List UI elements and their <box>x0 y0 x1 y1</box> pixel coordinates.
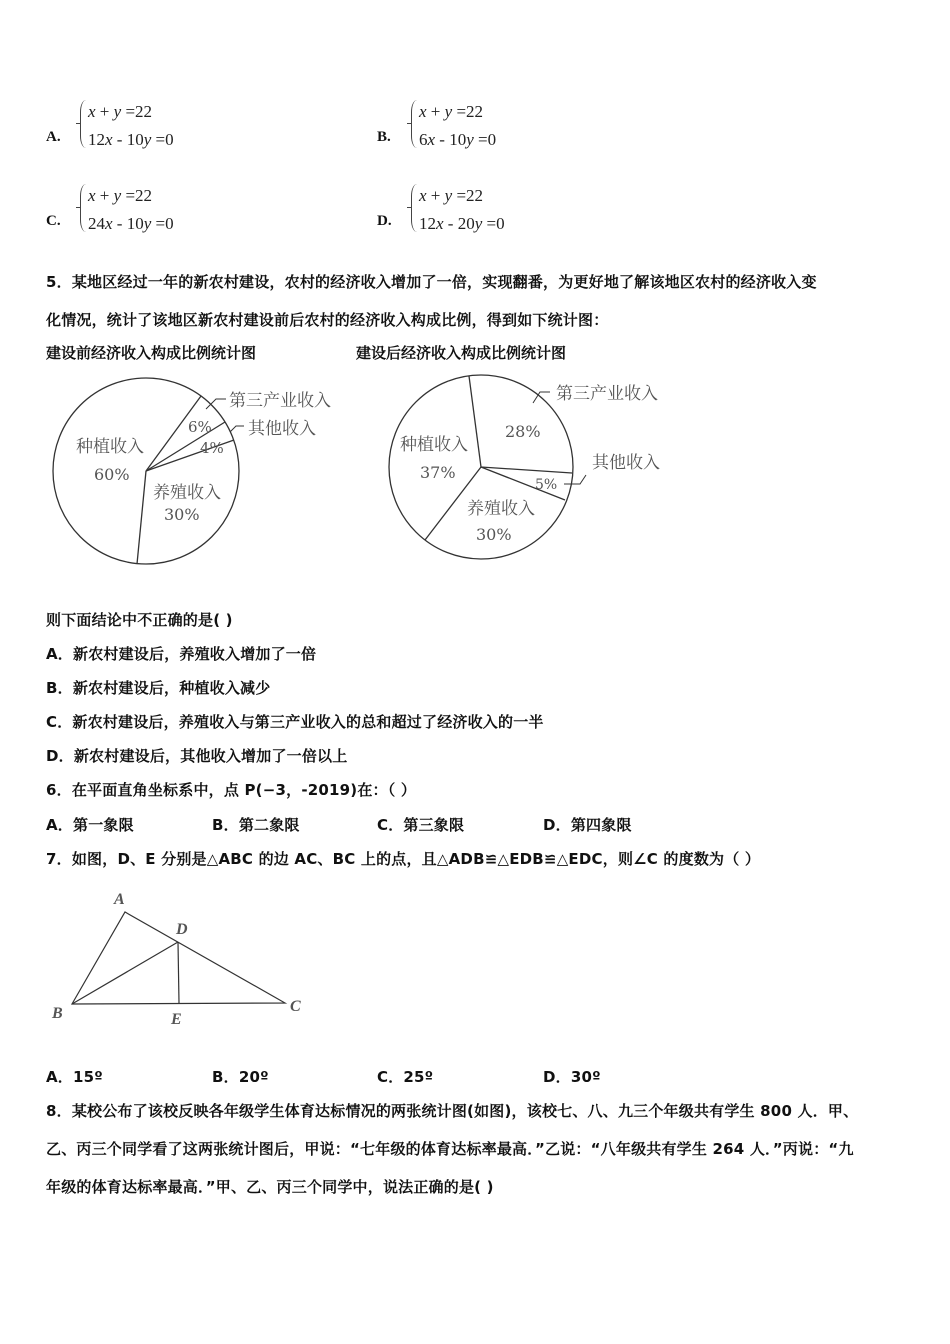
option-label: C. <box>46 213 61 229</box>
pie-chart-after <box>380 370 680 565</box>
equation-1: x + y =22 <box>88 102 153 121</box>
q8-text-line2: 乙、丙三个同学看了这两张统计图后，甲说：“七年级的体育达标率最高．”乙说：“八年级共有学生 264 人．”丙说：“九 <box>46 1140 854 1158</box>
q5-question: 则下面结论中不正确的是( ) <box>46 611 233 629</box>
triangle-figure <box>40 880 320 1030</box>
q6-option-c: C．第三象限 <box>377 816 465 834</box>
label-planting: 种植收入 <box>400 435 468 455</box>
option-label: B. <box>377 129 391 145</box>
q5-option-d: D．新农村建设后，其他收入增加了一倍以上 <box>46 747 348 765</box>
label-other-pct: 4% <box>200 439 224 457</box>
label-other-pct: 5% <box>535 477 558 493</box>
equation-system <box>80 182 174 238</box>
brace-icon <box>411 184 418 232</box>
label-breeding: 养殖收入 <box>153 483 221 503</box>
equation-1: x + y =22 <box>419 102 484 121</box>
q6-question: 6．在平面直角坐标系中，点 P(−3，-2019)在：（ ） <box>46 781 417 799</box>
option-label: A. <box>46 129 61 145</box>
label-tertiary-pct: 28% <box>505 422 541 441</box>
q7-question: 7．如图，D、E 分别是△ABC 的边 AC、BC 上的点，且△ADB≌△EDB≌△EDC，则∠C 的度数为（ ） <box>46 850 761 868</box>
q5-option-a: A．新农村建设后，养殖收入增加了一倍 <box>46 645 317 663</box>
point-e-label: E <box>171 1011 182 1028</box>
equation-system <box>411 98 496 154</box>
q6-option-d: D．第四象限 <box>543 816 632 834</box>
q5-option-c: C．新农村建设后，养殖收入与第三产业收入的总和超过了经济收入的一半 <box>46 713 544 731</box>
label-planting: 种植收入 <box>76 437 144 457</box>
pie-chart-before <box>40 370 360 575</box>
label-planting-pct: 37% <box>420 463 456 482</box>
label-tertiary: 第三产业收入 <box>229 391 331 411</box>
label-planting-pct: 60% <box>94 465 130 484</box>
chart-title-before: 建设前经济收入构成比例统计图 <box>46 344 257 362</box>
point-c-label: C <box>290 998 301 1015</box>
equation-system <box>411 182 505 238</box>
option-label: D. <box>377 213 392 229</box>
point-b-label: B <box>52 1005 63 1022</box>
q7-option-a: A．15º <box>46 1068 103 1086</box>
label-other: 其他收入 <box>592 453 660 473</box>
q7-option-d: D．30º <box>543 1068 601 1086</box>
equation-2: 6x - 10y =0 <box>419 130 497 149</box>
equation-2: 12x - 10y =0 <box>88 130 174 149</box>
q8-text-line3: 年级的体育达标率最高．”甲、乙、丙三个同学中，说法正确的是( ) <box>46 1178 494 1196</box>
label-tertiary: 第三产业收入 <box>556 384 658 404</box>
q7-option-c: C．25º <box>377 1068 434 1086</box>
point-a-label: A <box>114 891 125 908</box>
label-tertiary-pct: 6% <box>188 418 212 436</box>
q5-text-line1: 5．某地区经过一年的新农村建设，农村的经济收入增加了一倍，实现翻番，为更好地了解该地区农村的经济收入变 <box>46 273 817 291</box>
equation-2: 24x - 10y =0 <box>88 214 174 233</box>
q5-option-b: B．新农村建设后，种植收入减少 <box>46 679 271 697</box>
equation-system <box>80 98 174 154</box>
q6-option-a: A．第一象限 <box>46 816 134 834</box>
chart-title-after: 建设后经济收入构成比例统计图 <box>356 344 567 362</box>
label-breeding-pct: 30% <box>476 525 512 544</box>
equation-1: x + y =22 <box>419 186 484 205</box>
q7-option-b: B．20º <box>212 1068 269 1086</box>
q5-text-line2: 化情况，统计了该地区新农村建设前后农村的经济收入构成比例，得到如下统计图： <box>46 311 609 329</box>
equation-1: x + y =22 <box>88 186 153 205</box>
q8-text-line1: 8．某校公布了该校反映各年级学生体育达标情况的两张统计图(如图)，该校七、八、九三个年级共有学生 800 人．甲、 <box>46 1102 859 1120</box>
q6-option-b: B．第二象限 <box>212 816 300 834</box>
point-d-label: D <box>176 921 188 938</box>
label-breeding: 养殖收入 <box>467 499 535 519</box>
equation-2: 12x - 20y =0 <box>419 214 505 233</box>
label-breeding-pct: 30% <box>164 505 200 524</box>
brace-icon <box>411 100 418 148</box>
label-other: 其他收入 <box>248 419 316 439</box>
brace-icon <box>80 184 87 232</box>
brace-icon <box>80 100 87 148</box>
